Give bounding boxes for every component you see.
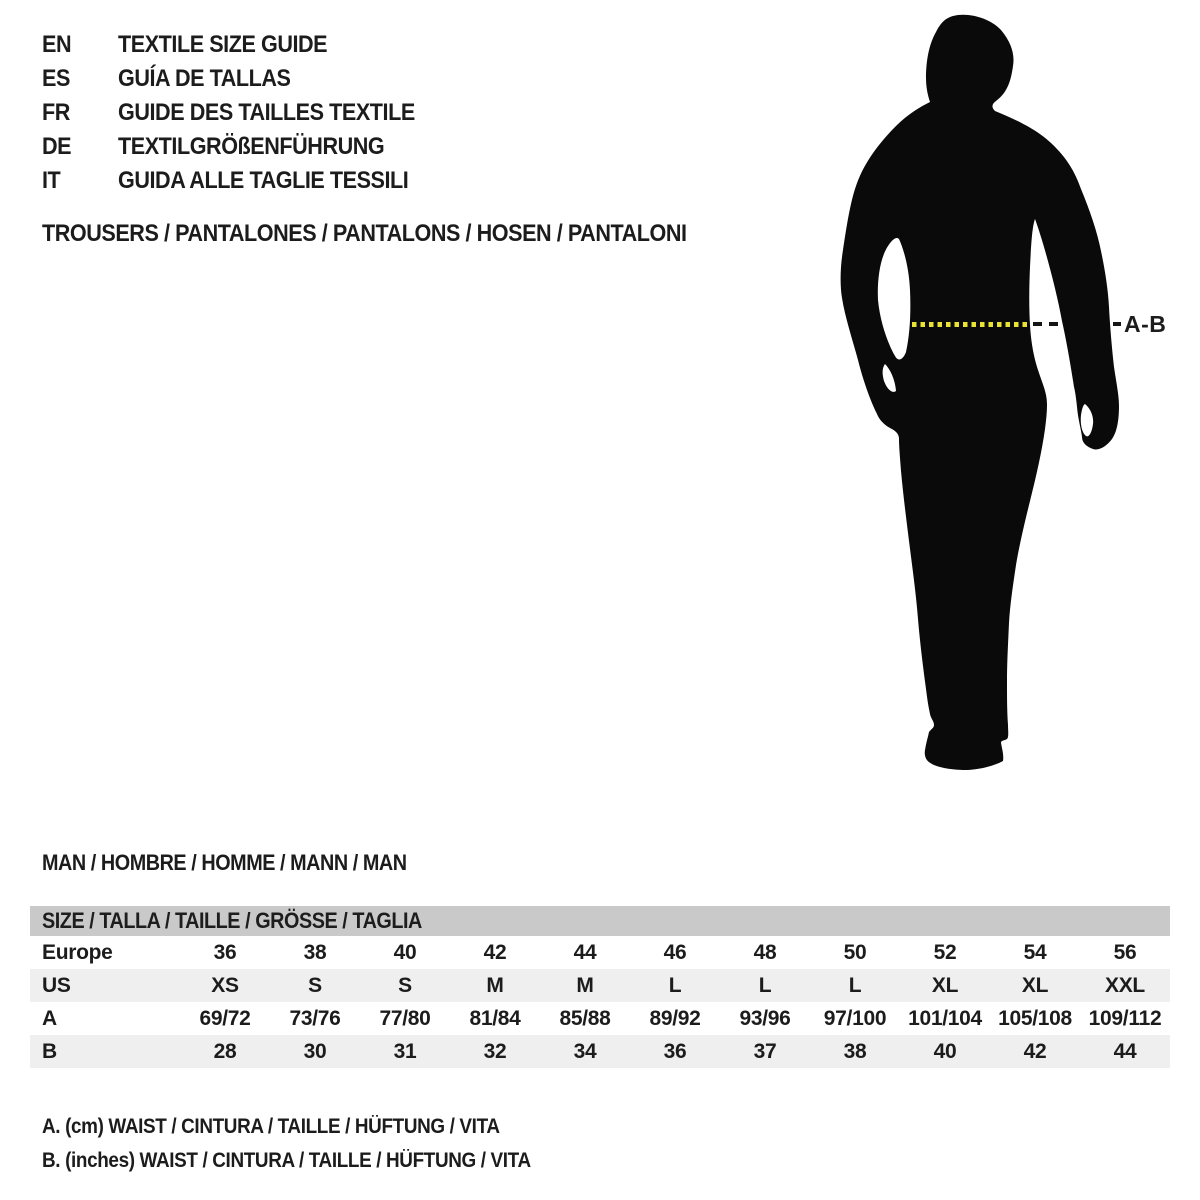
size-value: 31 bbox=[393, 1040, 417, 1063]
language-title-text: GUIDE DES TAILLES TEXTILE bbox=[118, 99, 415, 126]
size-value: M bbox=[576, 974, 594, 997]
footnote-b bbox=[42, 1144, 585, 1178]
size-value: 36 bbox=[663, 1040, 687, 1063]
language-code-text: ES bbox=[42, 65, 70, 92]
row-label: B bbox=[42, 1040, 57, 1063]
size-table bbox=[30, 906, 1170, 1068]
gender-title-text: MAN / HOMBRE / HOMME / MANN / MAN bbox=[42, 850, 407, 875]
size-value: 46 bbox=[663, 941, 687, 964]
size-value: XL bbox=[1021, 974, 1049, 997]
language-code-text: EN bbox=[42, 31, 72, 58]
language-code-text: DE bbox=[42, 133, 72, 160]
table-row-b-inches bbox=[30, 1035, 1170, 1068]
size-value: 101/104 bbox=[908, 1007, 982, 1030]
size-value: 38 bbox=[843, 1040, 867, 1063]
size-value: 32 bbox=[483, 1040, 507, 1063]
size-value: 34 bbox=[573, 1040, 597, 1063]
footnote-a bbox=[42, 1110, 585, 1144]
table-row-us bbox=[30, 969, 1170, 1002]
gender-title bbox=[42, 850, 447, 876]
size-value: XXL bbox=[1105, 974, 1145, 997]
size-value: 77/80 bbox=[379, 1007, 431, 1030]
size-value: 85/88 bbox=[559, 1007, 611, 1030]
size-value: 44 bbox=[1113, 1040, 1137, 1063]
size-value: S bbox=[398, 974, 412, 997]
row-label: A bbox=[42, 1007, 57, 1030]
size-value: 40 bbox=[933, 1040, 957, 1063]
table-row-a-cm bbox=[30, 1002, 1170, 1035]
size-value: 44 bbox=[573, 941, 597, 964]
size-value: XL bbox=[931, 974, 959, 997]
size-value: M bbox=[486, 974, 504, 997]
size-value: 56 bbox=[1113, 941, 1137, 964]
size-value: 38 bbox=[303, 941, 327, 964]
size-value: 73/76 bbox=[289, 1007, 341, 1030]
size-value: 93/96 bbox=[739, 1007, 791, 1030]
language-title-text: TEXTILGRÖßENFÜHRUNG bbox=[118, 133, 385, 160]
size-value: L bbox=[758, 974, 772, 997]
size-value: 81/84 bbox=[469, 1007, 521, 1030]
size-value: 89/92 bbox=[649, 1007, 701, 1030]
size-value: 28 bbox=[213, 1040, 237, 1063]
size-value: 105/108 bbox=[998, 1007, 1072, 1030]
language-title-text: GUIDA ALLE TAGLIE TESSILI bbox=[118, 167, 409, 194]
size-value: L bbox=[668, 974, 682, 997]
size-value: 54 bbox=[1023, 941, 1047, 964]
size-value: 40 bbox=[393, 941, 417, 964]
row-label: US bbox=[42, 974, 71, 997]
language-title-text: TEXTILE SIZE GUIDE bbox=[118, 31, 328, 58]
language-code-text: FR bbox=[42, 99, 70, 126]
footnote-b-text: B. (inches) WAIST / CINTURA / TAILLE / HÜFTUNG / VITA bbox=[42, 1149, 531, 1172]
size-table-header bbox=[30, 906, 1170, 936]
size-value: 50 bbox=[843, 941, 867, 964]
size-value: S bbox=[308, 974, 322, 997]
man-silhouette-image bbox=[818, 0, 1163, 780]
size-value: 42 bbox=[1023, 1040, 1047, 1063]
size-value: XS bbox=[211, 974, 239, 997]
row-label: Europe bbox=[42, 941, 113, 964]
size-value: 48 bbox=[753, 941, 777, 964]
size-value: 36 bbox=[213, 941, 237, 964]
measurement-footnotes bbox=[42, 1110, 585, 1178]
size-value: 97/100 bbox=[823, 1007, 887, 1030]
size-value: 30 bbox=[303, 1040, 327, 1063]
language-code-text: IT bbox=[42, 167, 61, 194]
footnote-a-text: A. (cm) WAIST / CINTURA / TAILLE / HÜFTUNG / VITA bbox=[42, 1115, 500, 1138]
waist-dotted-line-inner bbox=[912, 322, 1029, 327]
category-title-text: TROUSERS / PANTALONES / PANTALONS / HOSEN / PANTALONI bbox=[42, 220, 687, 247]
table-row-europe bbox=[30, 936, 1170, 969]
size-value: 109/112 bbox=[1088, 1007, 1162, 1030]
waist-measure-label: A-B bbox=[1124, 311, 1167, 337]
size-value: 42 bbox=[483, 941, 507, 964]
language-title-text: GUÍA DE TALLAS bbox=[118, 65, 291, 92]
size-value: 69/72 bbox=[199, 1007, 251, 1030]
size-value: 52 bbox=[933, 941, 957, 964]
size-value: 37 bbox=[753, 1040, 777, 1063]
size-value: L bbox=[848, 974, 862, 997]
size-table-header-text: SIZE / TALLA / TAILLE / GRÖSSE / TAGLIA bbox=[42, 908, 422, 933]
